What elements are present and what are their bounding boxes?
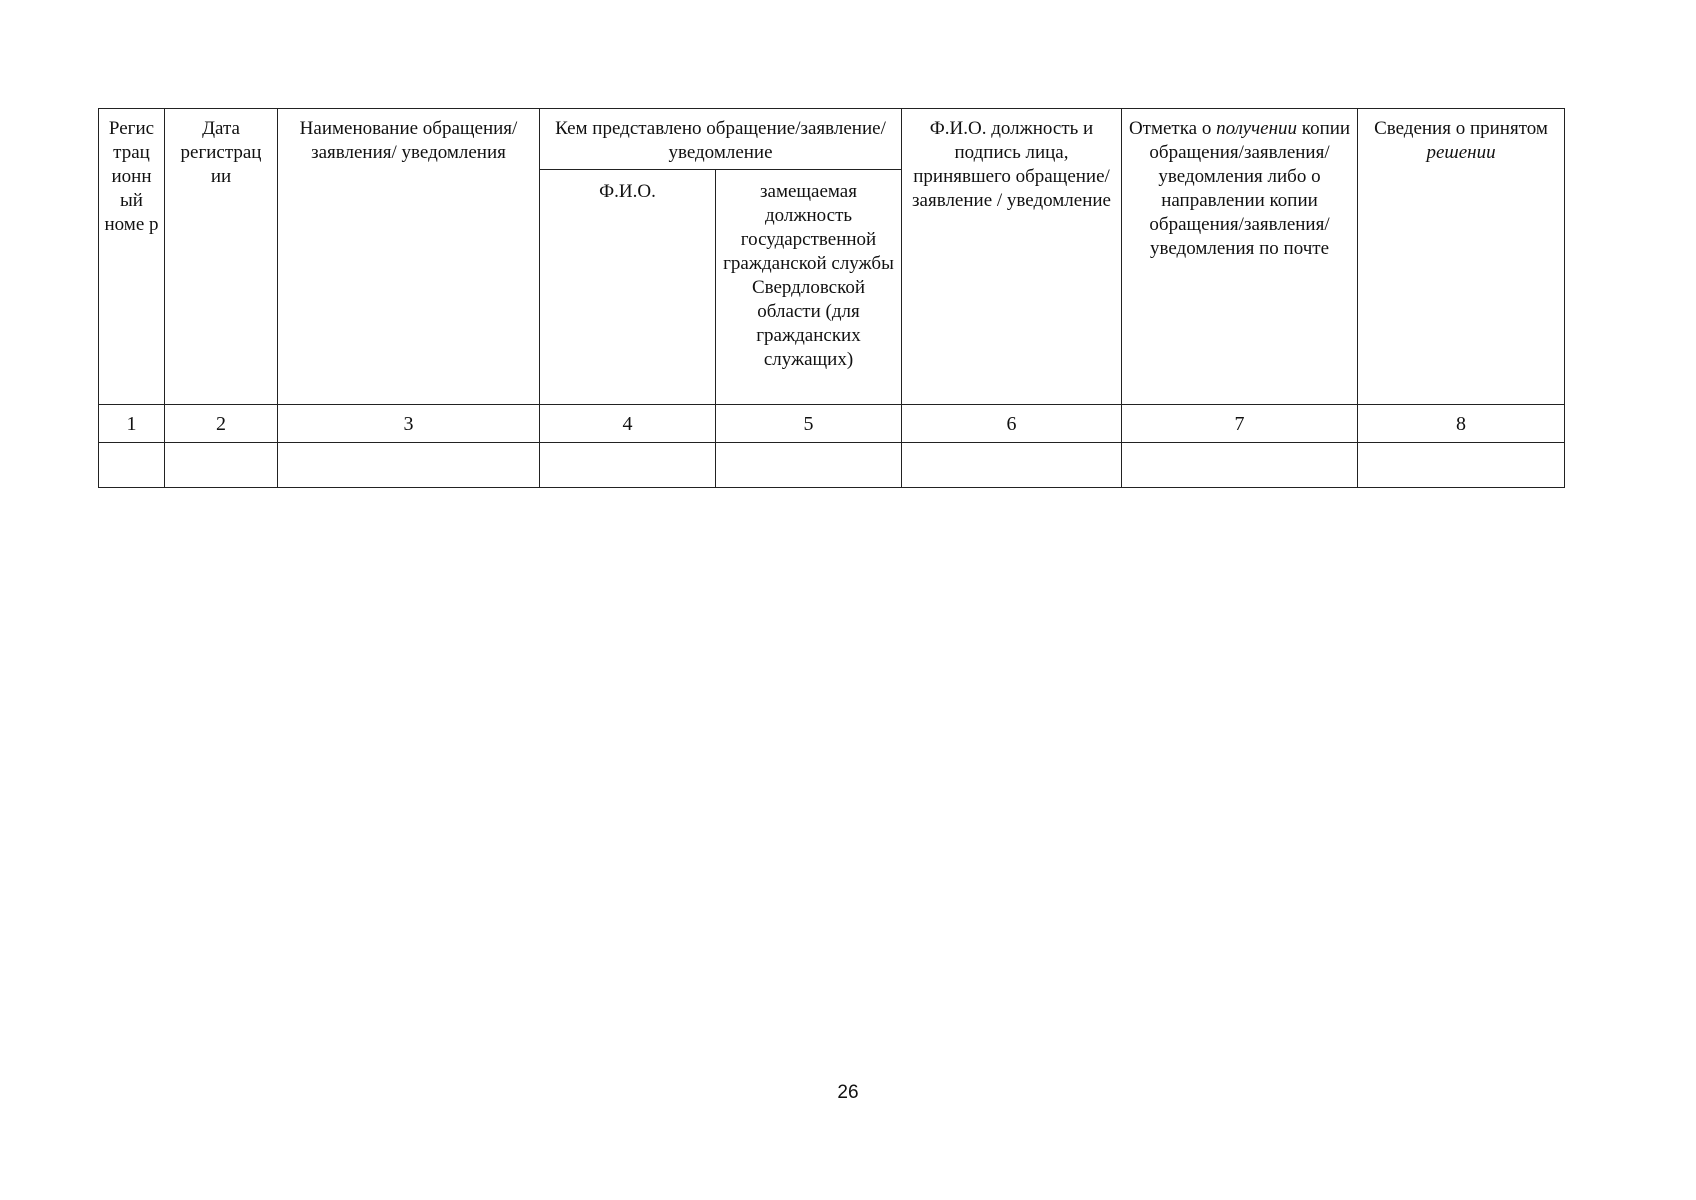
empty-cell xyxy=(902,443,1122,488)
header-row-top xyxy=(99,109,1565,170)
empty-cell xyxy=(540,443,716,488)
header-registration-number: Регис трац ионн ый номе р xyxy=(99,109,165,405)
header-submitted-by: Кем представлено обращение/заявление/уведомление xyxy=(540,109,902,170)
empty-cell xyxy=(278,443,540,488)
column-number: 1 xyxy=(99,405,165,443)
empty-cell xyxy=(716,443,902,488)
empty-cell xyxy=(1122,443,1358,488)
header-decision-info: Сведения о принятом решении xyxy=(1358,109,1565,405)
column-number: 5 xyxy=(716,405,902,443)
empty-cell xyxy=(1358,443,1565,488)
empty-cell xyxy=(165,443,278,488)
header-registration-date: Дата регистрац ии xyxy=(165,109,278,405)
column-number: 4 xyxy=(540,405,716,443)
empty-cell xyxy=(99,443,165,488)
header-submitter-name: Ф.И.О. xyxy=(540,170,716,405)
registration-table xyxy=(98,108,1565,488)
column-number-row xyxy=(99,405,1565,443)
column-number: 8 xyxy=(1358,405,1565,443)
empty-table-row xyxy=(99,443,1565,488)
column-number: 7 xyxy=(1122,405,1358,443)
header-submitter-position: замещаемая должность государственной гражданской службы Свердловской области (для гражданских служащих) xyxy=(716,170,902,405)
header-document-name: Наименование обращения/заявления/ уведомления xyxy=(278,109,540,405)
column-number: 2 xyxy=(165,405,278,443)
page-number: 26 xyxy=(837,1082,859,1103)
column-number: 3 xyxy=(278,405,540,443)
header-accepted-by: Ф.И.О. должность и подпись лица, принявшего обращение/заявление / уведомление xyxy=(902,109,1122,405)
column-number: 6 xyxy=(902,405,1122,443)
header-copy-receipt-mark: Отметка о получении копии обращения/заявления/ уведомления либо о направлении копии обращения/заявления/ уведомления по почте xyxy=(1122,109,1358,405)
